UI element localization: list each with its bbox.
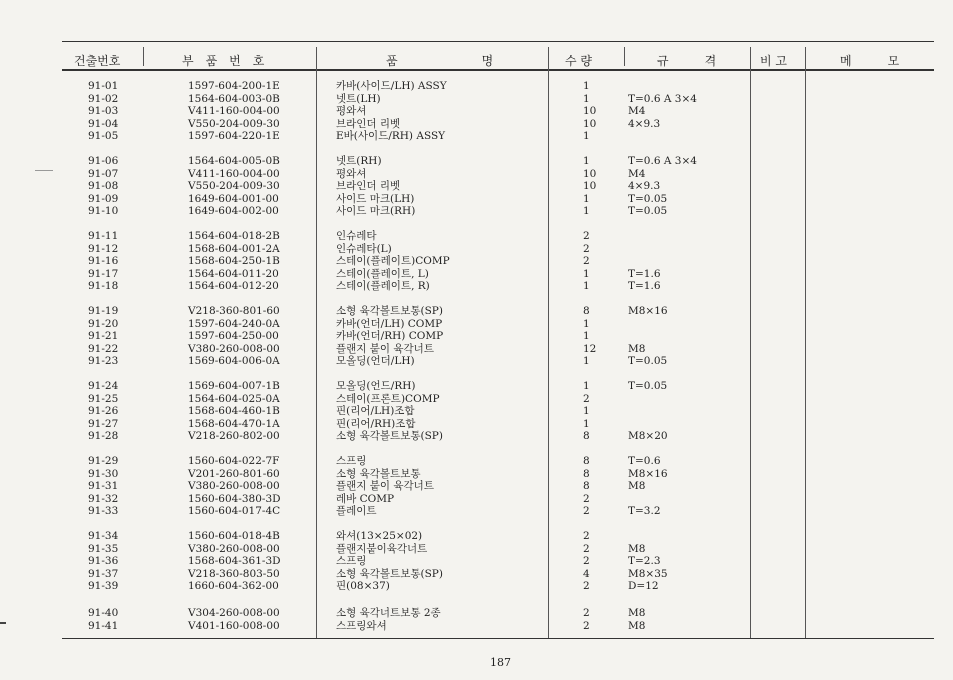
- row-spec: M8×16: [628, 305, 668, 317]
- row-spec: M8: [628, 619, 646, 632]
- row-part-name: 소형 육각볼트보통(SP): [336, 430, 443, 442]
- row-part-number: 1560-604-380-3D: [188, 492, 281, 505]
- row-number: 91-02: [88, 92, 119, 105]
- row-spec: T=0.05: [628, 205, 668, 217]
- row-part-name: 모올딩(언드/RH): [336, 380, 416, 392]
- row-part-name: 스테이(프론트)COMP: [336, 392, 440, 405]
- row-part-name: 소형 육각볼트보통(SP): [336, 567, 443, 580]
- row-part-number: 1568-604-470-1A: [188, 417, 280, 430]
- row-quantity: 8: [583, 467, 590, 480]
- row-part-name: 인슈레타: [336, 230, 377, 242]
- row-part-name: 스프링와셔: [336, 619, 387, 632]
- row-part-name: 모올딩(언더/LH): [336, 355, 415, 367]
- row-number: 91-24: [88, 380, 119, 392]
- row-quantity: 1: [583, 355, 590, 367]
- row-part-name: 소형 육각볼트보통: [336, 467, 421, 480]
- row-spec: T=0.05: [628, 380, 668, 392]
- row-spec: M8×16: [628, 467, 668, 480]
- row-part-number: 1564-604-003-0B: [188, 92, 280, 105]
- row-number: 91-10: [88, 205, 119, 217]
- row-spec: 4×9.3: [628, 180, 661, 192]
- row-part-name: 플랜지 붙이 육각너트: [336, 480, 434, 492]
- row-number: 91-40: [88, 607, 119, 619]
- row-part-number: 1568-604-361-3D: [188, 555, 281, 567]
- row-number: 91-27: [88, 417, 119, 430]
- row-quantity: 10: [583, 167, 597, 180]
- row-number: 91-11: [88, 230, 119, 242]
- page-number: 187: [490, 656, 511, 669]
- row-quantity: 1: [583, 80, 590, 92]
- row-part-name: 카바(언더/RH) COMP: [336, 330, 444, 342]
- row-part-name: 카바(언더/LH) COMP: [336, 317, 443, 330]
- row-spec: M8: [628, 542, 646, 555]
- row-number: 91-25: [88, 392, 119, 405]
- row-part-number: V201-260-801-60: [188, 467, 280, 480]
- row-part-name: 소형 육각너트보통 2종: [336, 607, 441, 619]
- row-part-number: 1560-604-018-4B: [188, 530, 280, 542]
- row-part-name: 핀(리어/RH)조합: [336, 417, 416, 430]
- row-spec: T=1.6: [628, 267, 661, 280]
- row-part-name: 플레이트: [336, 505, 377, 517]
- row-number: 91-08: [88, 180, 119, 192]
- row-quantity: 1: [583, 267, 590, 280]
- row-spec: M8×35: [628, 567, 668, 580]
- header-part-name: 품 명: [386, 54, 494, 68]
- row-part-number: V401-160-008-00: [188, 619, 280, 632]
- row-part-number: 1597-604-240-0A: [188, 317, 280, 330]
- header-bottom-rule: [62, 69, 934, 71]
- row-part-name: 스테이(플레이트, L): [336, 267, 429, 280]
- row-number: 91-06: [88, 155, 119, 167]
- row-quantity: 2: [583, 392, 590, 405]
- row-quantity: 2: [583, 230, 590, 242]
- row-quantity: 2: [583, 255, 590, 267]
- row-quantity: 10: [583, 105, 597, 117]
- row-number: 91-28: [88, 430, 119, 442]
- row-part-number: 1660-604-362-00: [188, 580, 279, 592]
- row-part-number: 1649-604-002-00: [188, 205, 279, 217]
- row-spec: M4: [628, 167, 646, 180]
- row-number: 91-20: [88, 317, 119, 330]
- row-quantity: 1: [583, 130, 590, 142]
- row-quantity: 12: [583, 342, 597, 355]
- row-part-name: 브라인더 리벳: [336, 180, 401, 192]
- row-number: 91-39: [88, 580, 119, 592]
- row-number: 91-31: [88, 480, 119, 492]
- row-part-name: 사이드 마크(RH): [336, 205, 416, 217]
- row-part-number: 1564-604-018-2B: [188, 230, 280, 242]
- row-part-number: V550-204-009-30: [188, 180, 280, 192]
- row-number: 91-23: [88, 355, 119, 367]
- row-number: 91-05: [88, 130, 119, 142]
- row-spec: 4×9.3: [628, 117, 661, 130]
- row-part-number: 1560-604-017-4C: [188, 505, 281, 517]
- row-quantity: 2: [583, 492, 590, 505]
- header-memo: 메 모: [840, 54, 900, 68]
- row-number: 91-36: [88, 555, 119, 567]
- row-part-number: 1597-604-250-00: [188, 330, 279, 342]
- row-spec: M8: [628, 342, 646, 355]
- row-part-number: 1568-604-250-1B: [188, 255, 280, 267]
- row-number: 91-17: [88, 267, 119, 280]
- row-spec: M4: [628, 105, 646, 117]
- row-part-number: V218-360-801-60: [188, 305, 280, 317]
- row-part-name: 평와셔: [336, 105, 367, 117]
- row-quantity: 1: [583, 405, 590, 417]
- row-part-name: 스테이(플레이트)COMP: [336, 255, 450, 267]
- row-part-name: 와셔(13×25×02): [336, 530, 423, 542]
- row-part-number: 1597-604-200-1E: [188, 80, 280, 92]
- row-part-number: 1560-604-022-7F: [188, 455, 280, 467]
- row-quantity: 4: [583, 567, 590, 580]
- row-number: 91-26: [88, 405, 119, 417]
- row-number: 91-19: [88, 305, 119, 317]
- row-number: 91-09: [88, 192, 119, 205]
- row-quantity: 1: [583, 280, 590, 292]
- row-part-number: 1569-604-006-0A: [188, 355, 280, 367]
- row-part-number: V411-160-004-00: [188, 105, 280, 117]
- row-quantity: 2: [583, 530, 590, 542]
- row-part-name: 브라인더 리벳: [336, 117, 401, 130]
- row-number: 91-16: [88, 255, 119, 267]
- row-quantity: 8: [583, 480, 590, 492]
- table-bottom-rule: [62, 638, 934, 639]
- row-quantity: 2: [583, 580, 590, 592]
- row-quantity: 1: [583, 317, 590, 330]
- header-number: 건출번호: [74, 54, 121, 68]
- row-quantity: 1: [583, 205, 590, 217]
- row-part-name: 평와셔: [336, 167, 367, 180]
- row-quantity: 10: [583, 117, 597, 130]
- row-part-name: 스프링: [336, 455, 367, 467]
- row-part-number: V218-260-802-00: [188, 430, 280, 442]
- header-quantity: 수 량: [565, 54, 592, 68]
- column-divider: [624, 47, 625, 66]
- row-number: 91-30: [88, 467, 119, 480]
- scan-mark: [35, 170, 53, 171]
- row-number: 91-12: [88, 242, 119, 255]
- row-quantity: 10: [583, 180, 597, 192]
- row-quantity: 1: [583, 92, 590, 105]
- row-quantity: 2: [583, 607, 590, 619]
- row-part-number: 1568-604-460-1B: [188, 405, 280, 417]
- row-part-number: 1564-604-005-0B: [188, 155, 280, 167]
- row-part-name: 넷트(RH): [336, 155, 382, 167]
- row-number: 91-04: [88, 117, 119, 130]
- row-spec: T=0.6 A 3×4: [628, 92, 697, 105]
- header-note: 비 고: [760, 54, 787, 68]
- row-part-number: 1564-604-011-20: [188, 267, 279, 280]
- row-number: 91-01: [88, 80, 119, 92]
- row-part-name: 카바(사이드/LH) ASSY: [336, 80, 447, 92]
- row-part-number: V550-204-009-30: [188, 117, 280, 130]
- row-spec: M8: [628, 607, 646, 619]
- row-number: 91-32: [88, 492, 119, 505]
- row-part-number: V380-260-008-00: [188, 342, 280, 355]
- row-part-name: 소형 육각볼트보통(SP): [336, 305, 443, 317]
- row-number: 91-33: [88, 505, 119, 517]
- row-part-number: V380-260-008-00: [188, 480, 280, 492]
- row-part-number: 1568-604-001-2A: [188, 242, 280, 255]
- row-quantity: 2: [583, 542, 590, 555]
- row-part-name: 플랜지 붙이 육각너트: [336, 342, 434, 355]
- row-number: 91-41: [88, 619, 119, 632]
- row-part-number: 1564-604-025-0A: [188, 392, 280, 405]
- row-part-name: 핀(리어/LH)조합: [336, 405, 415, 417]
- row-spec: T=0.05: [628, 355, 668, 367]
- row-part-number: V304-260-008-00: [188, 607, 280, 619]
- scan-mark: [0, 622, 6, 624]
- row-quantity: 1: [583, 155, 590, 167]
- row-spec: M8: [628, 480, 646, 492]
- row-part-number: V411-160-004-00: [188, 167, 280, 180]
- row-spec: T=0.6 A 3×4: [628, 155, 697, 167]
- header-spec: 규 격: [657, 54, 717, 68]
- row-number: 91-18: [88, 280, 119, 292]
- column-divider: [750, 47, 751, 638]
- row-quantity: 8: [583, 430, 590, 442]
- row-number: 91-22: [88, 342, 119, 355]
- header-part-number: 부 품 번 호: [182, 54, 265, 68]
- row-part-name: 스테이(플레이트, R): [336, 280, 430, 292]
- row-part-name: 플랜지붙이육각너트: [336, 542, 428, 555]
- row-spec: M8×20: [628, 430, 668, 442]
- row-spec: T=1.6: [628, 280, 661, 292]
- row-quantity: 1: [583, 330, 590, 342]
- row-quantity: 2: [583, 619, 590, 632]
- row-part-name: 레바 COMP: [336, 492, 395, 505]
- row-number: 91-07: [88, 167, 119, 180]
- row-quantity: 2: [583, 242, 590, 255]
- row-number: 91-37: [88, 567, 119, 580]
- row-part-name: 사이드 마크(LH): [336, 192, 415, 205]
- row-part-number: 1569-604-007-1B: [188, 380, 280, 392]
- row-part-number: V218-360-803-50: [188, 567, 280, 580]
- row-number: 91-29: [88, 455, 119, 467]
- row-part-number: 1597-604-220-1E: [188, 130, 280, 142]
- row-number: 91-34: [88, 530, 119, 542]
- row-quantity: 2: [583, 505, 590, 517]
- row-quantity: 8: [583, 455, 590, 467]
- row-number: 91-03: [88, 105, 119, 117]
- row-spec: T=0.6: [628, 455, 661, 467]
- row-quantity: 1: [583, 417, 590, 430]
- row-part-name: E바(사이드/RH) ASSY: [336, 130, 446, 142]
- column-divider: [805, 47, 806, 638]
- row-part-name: 핀(08×37): [336, 580, 390, 592]
- column-divider: [548, 47, 549, 638]
- row-quantity: 1: [583, 380, 590, 392]
- row-number: 91-21: [88, 330, 119, 342]
- row-quantity: 8: [583, 305, 590, 317]
- header-top-rule: [62, 41, 934, 42]
- row-part-number: 1564-604-012-20: [188, 280, 279, 292]
- row-spec: T=2.3: [628, 555, 661, 567]
- row-spec: D=12: [628, 580, 659, 592]
- column-divider: [316, 47, 317, 638]
- column-divider: [143, 47, 144, 66]
- row-part-name: 인슈레타(L): [336, 242, 392, 255]
- row-part-number: 1649-604-001-00: [188, 192, 279, 205]
- row-quantity: 2: [583, 555, 590, 567]
- row-part-name: 스프링: [336, 555, 367, 567]
- row-number: 91-35: [88, 542, 119, 555]
- row-part-name: 넷트(LH): [336, 92, 381, 105]
- row-part-number: V380-260-008-00: [188, 542, 280, 555]
- row-spec: T=0.05: [628, 192, 668, 205]
- row-quantity: 1: [583, 192, 590, 205]
- row-spec: T=3.2: [628, 505, 661, 517]
